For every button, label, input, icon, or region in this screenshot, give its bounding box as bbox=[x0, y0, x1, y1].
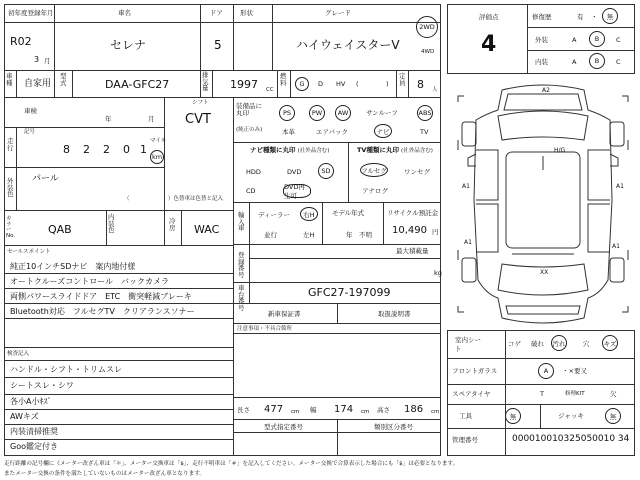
inspector-note-5: 内装清掃推奨 bbox=[10, 427, 58, 436]
repair-label: 修復歴 bbox=[532, 13, 552, 21]
color-code-value: QAB bbox=[48, 223, 72, 236]
dmg-label-xx: XX bbox=[540, 269, 549, 276]
grade-label: グレード bbox=[325, 9, 351, 17]
typenum-mid bbox=[337, 419, 338, 456]
col-divider-4 bbox=[272, 4, 273, 70]
row2-div-f bbox=[290, 70, 291, 97]
memo-line bbox=[233, 333, 441, 334]
displacement-label: 排気量 bbox=[202, 71, 209, 92]
sales-line-3 bbox=[4, 303, 233, 304]
height-unit: cm bbox=[431, 409, 440, 415]
equip-tv: TV bbox=[420, 128, 429, 136]
dim-divider bbox=[233, 397, 441, 398]
mileage-km: km bbox=[151, 153, 163, 161]
navi-sd: SD bbox=[318, 163, 334, 179]
mileage-mile: マイル bbox=[150, 138, 167, 144]
tool-label: 工具 bbox=[459, 412, 472, 420]
tv-fullseg: フルセグ bbox=[360, 163, 388, 177]
mileage-unit-label: 記号 bbox=[24, 129, 36, 135]
chassis-label: 車台番号 bbox=[238, 284, 245, 312]
mileage-digit-2: 2 bbox=[83, 143, 90, 156]
color-label: 外装色 bbox=[7, 177, 14, 198]
dmg-label-a1-fr: A1 bbox=[616, 183, 624, 190]
car-label: 車種 bbox=[6, 72, 13, 87]
chassis-divider bbox=[233, 282, 441, 283]
memo-label: 注意事項・不具合箇所 bbox=[237, 326, 293, 332]
sales-end bbox=[4, 347, 233, 348]
mgmt-value: 000010010325050010 34 bbox=[512, 434, 630, 444]
col-divider-1 bbox=[54, 4, 55, 97]
equip-navi: ナビ bbox=[374, 124, 392, 138]
insp-line-5 bbox=[4, 439, 233, 440]
first-reg-month: 3 bbox=[34, 55, 40, 64]
glass-label: フロントガラス bbox=[452, 367, 498, 375]
eval-divider bbox=[527, 4, 528, 74]
sales-line-2 bbox=[4, 288, 233, 289]
row2-div-h bbox=[408, 70, 409, 97]
color-note: （ ）色替車は色替と記入 bbox=[124, 196, 224, 202]
typenum-line bbox=[233, 432, 441, 433]
seat-yabure: 破れ bbox=[531, 340, 544, 348]
manual-label: 取扱説明書 bbox=[378, 310, 411, 318]
seat-ana: 穴 bbox=[583, 340, 590, 348]
eval-row-2 bbox=[527, 50, 635, 51]
length-value: 477 bbox=[264, 404, 284, 415]
equip-airbag: エアバック bbox=[316, 128, 348, 136]
tool-none: 無 bbox=[505, 408, 521, 424]
jack-label: ジャッキ bbox=[558, 412, 584, 420]
recycle-label: リサイクル預託金 bbox=[387, 209, 439, 217]
row2-div-b bbox=[72, 70, 73, 97]
sales-point-3: 両側パワースライドドア ETC 衝突軽減ブレーキ bbox=[10, 292, 192, 301]
score-label: 評価点 bbox=[479, 13, 499, 21]
equip-sunroof: サンルーフ bbox=[366, 109, 398, 117]
seat-kizu: キズ bbox=[602, 335, 618, 351]
sales-point-2: オートクルーズコントロール バックカメラ bbox=[10, 277, 170, 286]
repair-has: 有 bbox=[577, 13, 584, 21]
equip-leather: 本革 bbox=[282, 128, 295, 136]
code-div-c bbox=[181, 210, 182, 245]
cond-row-3 bbox=[447, 404, 635, 405]
first-reg-label: 初年度登録年月 bbox=[8, 9, 54, 17]
registration-label: 登録番号 bbox=[238, 251, 245, 279]
interior-b: B bbox=[589, 53, 605, 69]
row2-div-c bbox=[200, 70, 201, 97]
import-divider bbox=[233, 202, 441, 203]
navi-hdd: HDD bbox=[246, 168, 261, 176]
max-load-line bbox=[249, 258, 441, 259]
interior-a: A bbox=[572, 58, 577, 66]
recycle-value: 10,490 bbox=[392, 225, 427, 236]
glass-note: ・×要又 bbox=[562, 367, 587, 375]
inspector-note-4: AWキズ bbox=[10, 412, 39, 421]
repair-dot: ・ bbox=[591, 13, 598, 21]
sales-line-1 bbox=[4, 273, 233, 274]
score-value: 4 bbox=[481, 32, 497, 57]
inspector-note-3: 各小A小ｷｽﾞ bbox=[10, 397, 52, 406]
import-right-h: 右H bbox=[300, 207, 318, 221]
row1-divider bbox=[4, 70, 441, 71]
model-value: セレナ bbox=[110, 38, 147, 52]
drive-2wd-circle bbox=[416, 16, 438, 38]
mileage-digit-4: 0 bbox=[123, 143, 130, 156]
drive-4wd: 4WD bbox=[421, 49, 435, 55]
mid-col-divider bbox=[233, 97, 234, 456]
fuel-g-circle bbox=[295, 77, 309, 91]
mgmt-label: 管理番号 bbox=[452, 436, 478, 444]
dmg-label-hg: H/G bbox=[554, 147, 566, 154]
mileage-digit-3: 2 bbox=[103, 143, 110, 156]
tv-analog: アナログ bbox=[362, 187, 388, 195]
max-load-label: 最大積載量 bbox=[396, 247, 429, 255]
navi-dvd: DVD bbox=[287, 168, 302, 176]
glass-a: A bbox=[538, 363, 554, 379]
sales-point-label: セールスポイント bbox=[7, 249, 51, 255]
recycle-yen: 円 bbox=[432, 228, 439, 236]
inspector-note-6: Goo鑑定付き bbox=[10, 442, 58, 451]
ac-label: 冷房 bbox=[169, 217, 176, 232]
width-label: 幅 bbox=[310, 406, 317, 414]
model-year-value: 年 不明 bbox=[346, 231, 372, 239]
shape-label: 形状 bbox=[240, 9, 253, 17]
max-load-unit: kg bbox=[434, 269, 442, 277]
row2-divider bbox=[4, 97, 441, 98]
inspection-label: 車検 bbox=[24, 107, 37, 115]
equip-pw: PW bbox=[309, 105, 325, 121]
color-divider bbox=[4, 210, 233, 211]
import-right-div bbox=[322, 202, 323, 244]
interior-c: C bbox=[616, 58, 621, 66]
height-value: 186 bbox=[404, 404, 424, 415]
navi-dvd-play: DVD再生可 bbox=[283, 184, 311, 198]
mileage-divider bbox=[4, 167, 164, 168]
spare-label: スペアタイヤ bbox=[452, 390, 491, 398]
footer-line-2: またメーター交換の条件を満たしていないものはメーター改ざん車となります。 bbox=[4, 471, 205, 477]
doors-value: 5 bbox=[214, 38, 222, 52]
first-reg-month-unit: 月 bbox=[44, 57, 51, 65]
inspection-month-unit: 月 bbox=[148, 115, 155, 123]
color-value: パール bbox=[32, 174, 59, 184]
sales-point-1: 純正10インチSDナビ 案内地付様 bbox=[10, 262, 136, 271]
row2-div-g bbox=[396, 70, 397, 97]
code-divider bbox=[4, 245, 233, 246]
insp-line-1 bbox=[4, 377, 233, 378]
seat-yogore: 汚れ bbox=[551, 335, 567, 351]
equip-divider bbox=[233, 142, 441, 143]
equip-aw: AW bbox=[335, 105, 351, 121]
col-divider-3 bbox=[233, 4, 234, 70]
car-damage-diagram bbox=[450, 80, 636, 328]
exterior-c: C bbox=[616, 36, 621, 44]
memo-divider bbox=[233, 323, 441, 324]
code-div-a bbox=[106, 210, 107, 245]
interior-color-label: 内装色 bbox=[108, 213, 115, 234]
warranty-label: 新車保証書 bbox=[268, 310, 301, 318]
mileage-label: 走行 bbox=[7, 137, 14, 152]
ac-value: WAC bbox=[194, 223, 220, 236]
reg-label-div bbox=[249, 244, 250, 303]
insp-line-2 bbox=[4, 394, 233, 395]
color-code-label: カラー No. bbox=[6, 216, 16, 239]
cc-unit: CC bbox=[266, 87, 274, 93]
inspection-year-unit: 年 bbox=[105, 115, 112, 123]
repair-none-circle: 無 bbox=[602, 8, 618, 24]
width-unit: cm bbox=[361, 409, 370, 415]
exterior-a: A bbox=[572, 36, 577, 44]
drive-2wd: 2WD bbox=[419, 23, 435, 31]
mileage-km-circle bbox=[150, 150, 164, 164]
inspector-label: 検査記入 bbox=[7, 351, 30, 357]
tv-title: TV種類に丸印 (社外品含む) bbox=[357, 146, 433, 154]
navi-title: ナビ種類に丸印 (社外品含む) bbox=[250, 146, 330, 154]
dmg-label-a1-rr: A1 bbox=[612, 243, 620, 250]
width-value: 174 bbox=[334, 404, 354, 415]
warranty-mid bbox=[337, 303, 338, 323]
col-divider-2 bbox=[200, 4, 201, 70]
height-label: 高さ bbox=[377, 406, 390, 414]
chassis-value: GFC27-197099 bbox=[308, 286, 391, 299]
spare-t: T bbox=[540, 390, 544, 398]
inspector-note-1: ハンドル・シフト・トリムスレ bbox=[10, 365, 122, 374]
usage-value: 自家用 bbox=[24, 79, 52, 89]
class-label: 類別区分番号 bbox=[374, 423, 413, 431]
insp-divider bbox=[4, 127, 164, 128]
row2-div-d bbox=[212, 70, 213, 97]
cond-col bbox=[505, 330, 506, 456]
import-label: 輸入車 bbox=[238, 211, 245, 232]
displacement-value: 1997 bbox=[230, 78, 258, 91]
insp-line-3 bbox=[4, 409, 233, 410]
tv-oneseg: ワンセグ bbox=[404, 168, 430, 176]
inspector-note-2: シートスレ・シワ bbox=[10, 381, 74, 390]
dmg-label-a1-rl: A1 bbox=[464, 239, 472, 246]
fuel-hv: HV bbox=[336, 80, 346, 88]
seat-koge: コゲ bbox=[508, 340, 521, 348]
import-parallel: 並行 bbox=[264, 231, 277, 239]
insp-line-4 bbox=[4, 424, 233, 425]
fuel-label: 燃料 bbox=[280, 72, 287, 87]
jack-none: 無 bbox=[605, 408, 621, 424]
fuel-close: ) bbox=[386, 80, 389, 88]
spare-kit: 修理KIT bbox=[565, 391, 585, 397]
capacity-label: 定員 bbox=[399, 72, 406, 87]
row2-div-e bbox=[277, 70, 278, 97]
first-reg-year: R02 bbox=[10, 35, 32, 48]
dmg-label-a2: A2 bbox=[542, 87, 550, 94]
recycle-div bbox=[383, 202, 384, 244]
length-unit: cm bbox=[291, 409, 300, 415]
length-label: 長さ bbox=[237, 406, 250, 414]
mileage-digit-1: 8 bbox=[63, 143, 70, 156]
cond-row-4 bbox=[447, 428, 635, 429]
import-dealer: ディーラー bbox=[258, 211, 290, 219]
capacity-unit: 人 bbox=[432, 87, 438, 93]
seat-label: 室内シート bbox=[455, 336, 481, 354]
fuel-open: ( bbox=[356, 80, 359, 88]
insp-label-div bbox=[16, 127, 17, 210]
code-div-b bbox=[164, 210, 165, 245]
equip-abs: ABS bbox=[417, 105, 433, 121]
shift-value: CVT bbox=[185, 112, 211, 127]
import-left-h: 左H bbox=[303, 231, 315, 239]
header-divider bbox=[4, 22, 441, 23]
spare-missing: 欠 bbox=[610, 390, 617, 398]
cond-row-1 bbox=[447, 358, 635, 359]
exterior-b: B bbox=[589, 31, 605, 47]
cond-row-2 bbox=[447, 384, 635, 385]
jack-div bbox=[540, 404, 541, 428]
dmg-label-a1-fl: A1 bbox=[462, 183, 470, 190]
navi-cd: CD bbox=[246, 187, 256, 195]
equip-ps: PS bbox=[279, 105, 295, 121]
interior-label: 内装 bbox=[535, 58, 548, 66]
type-num-label: 型式指定番号 bbox=[264, 423, 303, 431]
sales-line-4 bbox=[4, 318, 233, 319]
model-year-label: モデル年式 bbox=[332, 209, 365, 217]
fuel-d: D bbox=[318, 80, 324, 88]
eval-row-1 bbox=[527, 27, 635, 28]
doors-label: ドア bbox=[210, 9, 223, 17]
capacity-value: 8 bbox=[417, 78, 424, 91]
equipment-title: 装備品に 丸印 bbox=[236, 102, 262, 117]
mileage-digit-5: 1 bbox=[140, 143, 147, 156]
navi-tv-divider bbox=[348, 142, 349, 202]
insp-line-0 bbox=[4, 360, 233, 361]
fuel-g: G bbox=[299, 80, 305, 88]
import-label-div bbox=[249, 202, 250, 244]
equipment-subtitle: (純正のみ) bbox=[236, 127, 263, 133]
grade-value: ハイウェイスターV bbox=[296, 38, 400, 52]
model-label: 車名 bbox=[118, 9, 131, 17]
type-label: 型式 bbox=[60, 72, 67, 87]
exterior-label: 外装 bbox=[535, 36, 548, 44]
shift-label: シフト bbox=[192, 100, 209, 106]
load-divider bbox=[233, 244, 441, 245]
footer-line-1: 走行距離の記号欄に《メーター改ざん車は「＊」、メーター交換車は「$」、走行不明車は「＃」を記入してください。メーター交換で合算表示した場合にも「$」は必要となります。 bbox=[4, 461, 459, 467]
row2-div-a bbox=[16, 70, 17, 97]
sales-point-4: Bluetooth対応 フルセグTV クリアランスソナー bbox=[10, 307, 195, 316]
type-value: DAA-GFC27 bbox=[105, 78, 170, 91]
